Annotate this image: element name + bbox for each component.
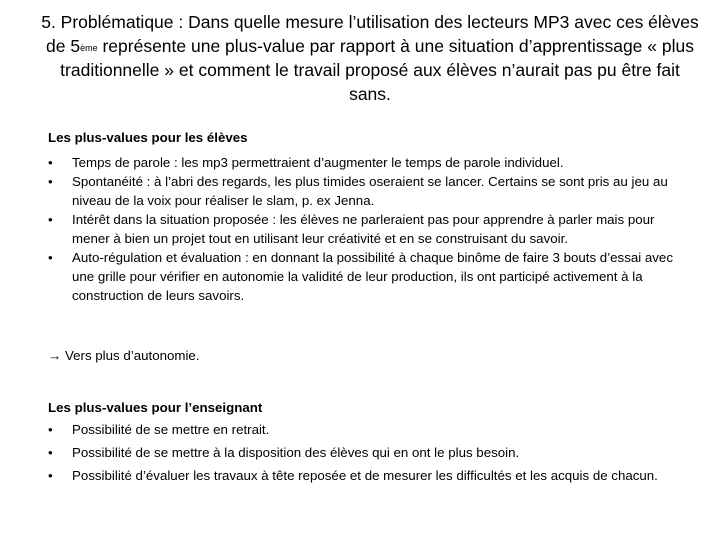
arrow-right-icon: → bbox=[48, 348, 62, 363]
bullet-icon: • bbox=[48, 250, 53, 265]
section-heading-eleves: Les plus-values pour les élèves bbox=[48, 130, 248, 145]
list-item bbox=[48, 153, 693, 172]
list-item-text: Possibilité de se mettre en retrait. bbox=[72, 422, 270, 437]
list-item bbox=[48, 443, 693, 462]
bullet-icon: • bbox=[48, 445, 53, 460]
title-superscript: ème bbox=[80, 43, 98, 53]
conclusion-line bbox=[48, 346, 200, 365]
list-enseignant bbox=[48, 420, 693, 485]
bullet-icon: • bbox=[48, 155, 53, 170]
list-item bbox=[48, 466, 693, 485]
list-item bbox=[48, 210, 693, 248]
list-item bbox=[48, 172, 693, 210]
bullet-icon: • bbox=[48, 422, 53, 437]
list-item-text: Possibilité de se mettre à la disposition des élèves qui en ont le plus besoin. bbox=[72, 445, 520, 460]
list-item bbox=[48, 248, 693, 305]
list-item bbox=[48, 420, 693, 439]
list-item-text: Auto-régulation et évaluation : en donnant la possibilité à chaque binôme de faire 3 bouts d’essai avec une grille pour vérifier en autonomie la validité de leur production, ils ont participé activement à la construction de leurs savoirs. bbox=[72, 250, 673, 303]
title-part2: représente une plus-value par rapport à une situation d’apprentissage « plus traditionnelle » et comment le travail proposé aux élèves n’aurait pas pu être fait sans. bbox=[60, 36, 694, 104]
bullet-icon: • bbox=[48, 174, 53, 189]
list-item-text: Intérêt dans la situation proposée : les élèves ne parleraient pas pour apprendre à parler mais pour mener à bien un projet tout en utilisant leur créativité et en se construisant du savoir. bbox=[72, 212, 655, 246]
slide-title bbox=[40, 10, 700, 106]
title-part1: 5. Problématique : Dans quelle mesure l’utilisation des lecteurs MP3 avec ces élèves de 5 bbox=[41, 12, 699, 56]
list-eleves bbox=[48, 153, 693, 305]
list-item-text: Spontanéité : à l’abri des regards, les plus timides oseraient se lancer. Certains se sont pris au jeu au niveau de la voix pour réaliser le slam, p. ex Jenna. bbox=[72, 174, 668, 208]
bullet-icon: • bbox=[48, 212, 53, 227]
bullet-icon: • bbox=[48, 468, 53, 483]
list-item-text: Temps de parole : les mp3 permettraient d’augmenter le temps de parole individuel. bbox=[72, 155, 564, 170]
list-item-text: Possibilité d’évaluer les travaux à tête reposée et de mesurer les difficultés et les acquis de chacun. bbox=[72, 468, 658, 483]
conclusion-text: Vers plus d’autonomie. bbox=[61, 348, 200, 363]
section-heading-enseignant: Les plus-values pour l’enseignant bbox=[48, 400, 263, 415]
